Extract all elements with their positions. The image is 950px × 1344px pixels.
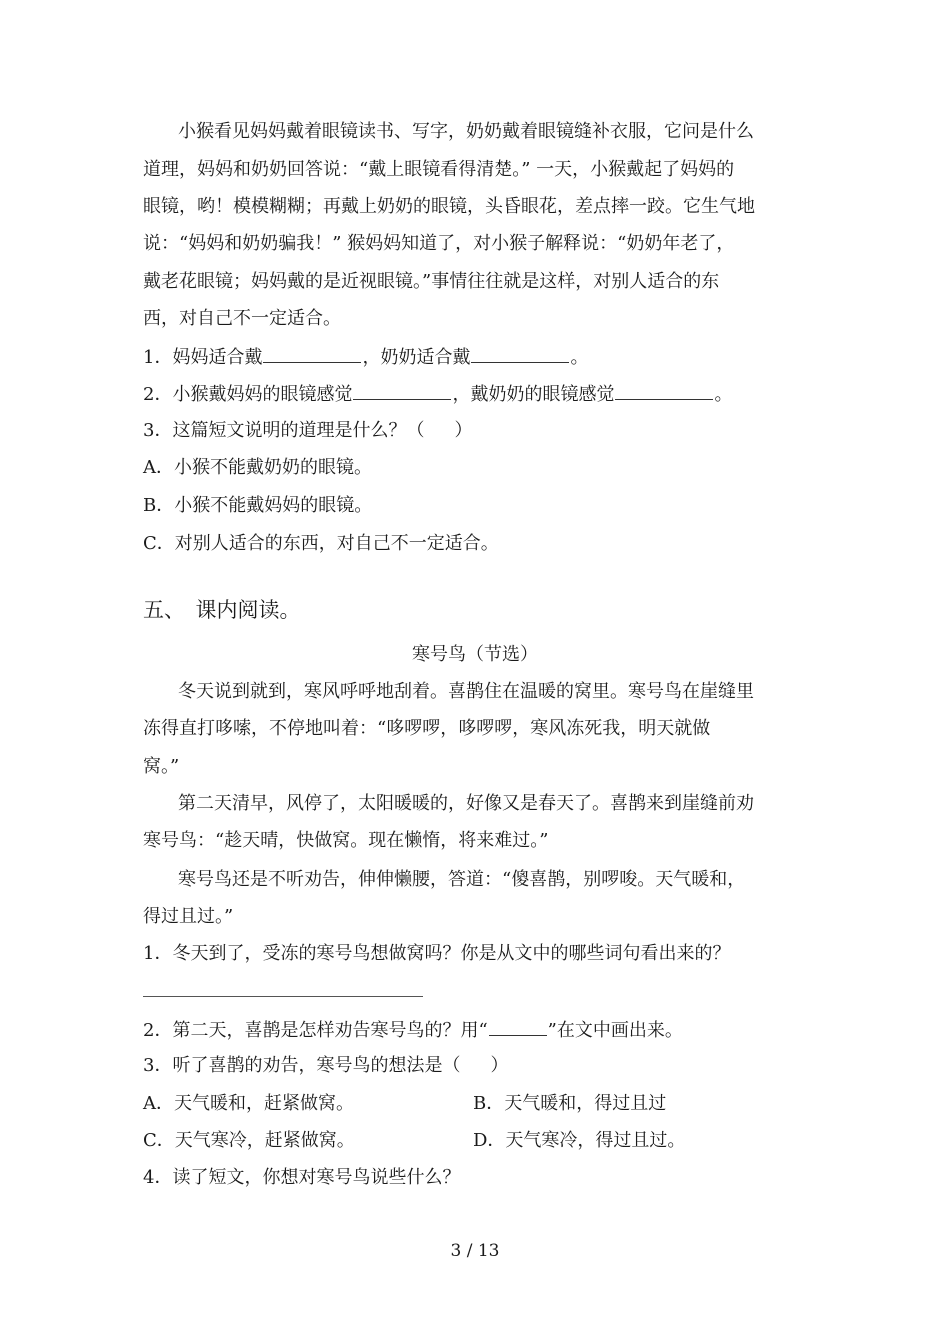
question-2 bbox=[143, 381, 732, 407]
answer-blank[interactable] bbox=[263, 344, 361, 363]
option-b: B．天气暖和，得过且过 bbox=[473, 1093, 667, 1114]
underline-sample bbox=[489, 1017, 547, 1036]
section-heading: 五、 课内阅读。 bbox=[143, 598, 301, 622]
option-c: C．对别人适合的东西，对自己不一定适合。 bbox=[143, 533, 499, 554]
paragraph-line: 得过且过。” bbox=[143, 906, 234, 927]
question-text: 2．第二天，喜鹊是怎样劝告寒号鸟的？用“ bbox=[143, 1020, 488, 1041]
question-text: ，奶奶适合戴 bbox=[362, 347, 471, 368]
question-text: ，戴奶奶的眼镜感觉 bbox=[452, 384, 615, 405]
answer-blank[interactable] bbox=[615, 381, 713, 400]
question-1: 1．冬天到了，受冻的寒号鸟想做窝吗？你是从文中的哪些词句看出来的？ bbox=[143, 943, 731, 964]
answer-line[interactable] bbox=[143, 996, 423, 997]
paragraph-line: 眼镜，哟！模模糊糊；再戴上奶奶的眼镜，头昏眼花，差点摔一跤。它生气地 bbox=[143, 196, 755, 217]
question-4: 4．读了短文，你想对寒号鸟说些什么？ bbox=[143, 1167, 461, 1188]
question-3 bbox=[143, 419, 472, 443]
option-a: A．天气暖和，赶紧做窝。 bbox=[143, 1093, 354, 1114]
question-text: ”在文中画出来。 bbox=[547, 1020, 683, 1041]
paragraph-line: 寒号鸟：“趁天晴，快做窝。现在懒惰，将来难过。” bbox=[143, 830, 549, 851]
answer-blank[interactable] bbox=[471, 344, 569, 363]
paragraph-line: 西，对自己不一定适合。 bbox=[143, 308, 341, 329]
option-a: A．小猴不能戴奶奶的眼镜。 bbox=[143, 457, 372, 478]
question-text: 。 bbox=[714, 384, 733, 405]
question-text: 2．小猴戴妈妈的眼镜感觉 bbox=[143, 384, 353, 405]
option-d: D．天气寒冷，得过且过。 bbox=[473, 1130, 686, 1151]
paragraph-line: 冬天说到就到，寒风呼呼地刮着。喜鹊住在温暖的窝里。寒号鸟在崖缝里 bbox=[178, 681, 754, 702]
question-text: 。 bbox=[570, 347, 589, 368]
question-2 bbox=[143, 1017, 683, 1043]
question-1 bbox=[143, 344, 588, 370]
option-b: B．小猴不能戴妈妈的眼镜。 bbox=[143, 495, 373, 516]
question-text: 1．妈妈适合戴 bbox=[143, 347, 263, 368]
question-text: ） bbox=[454, 420, 473, 441]
paragraph-line: 戴老花眼镜；妈妈戴的是近视眼镜。”事情往往就是这样，对别人适合的东 bbox=[143, 271, 720, 292]
question-3 bbox=[143, 1054, 508, 1078]
paragraph-line: 道理，妈妈和奶奶回答说：“戴上眼镜看得清楚。” 一天，小猴戴起了妈妈的 bbox=[143, 159, 735, 180]
paragraph-line: 冻得直打哆嗦，不停地叫着：“哆啰啰，哆啰啰，寒风冻死我，明天就做 bbox=[143, 718, 711, 739]
answer-blank[interactable] bbox=[353, 381, 451, 400]
page-number: 3 / 13 bbox=[450, 1241, 500, 1261]
passage-title: 寒号鸟（节选） bbox=[412, 644, 538, 665]
paragraph-line: 窝。” bbox=[143, 756, 180, 777]
paragraph-line: 说：“妈妈和奶奶骗我！” 猴妈妈知道了，对小猴子解释说：“奶奶年老了， bbox=[143, 233, 735, 254]
question-text: 3．这篇短文说明的道理是什么？（ bbox=[143, 420, 425, 441]
paragraph-line: 小猴看见妈妈戴着眼镜读书、写字，奶奶戴着眼镜缝补衣服，它问是什么 bbox=[178, 121, 754, 142]
question-text: 3．听了喜鹊的劝告，寒号鸟的想法是（ bbox=[143, 1055, 461, 1076]
option-c: C．天气寒冷，赶紧做窝。 bbox=[143, 1130, 355, 1151]
paragraph-line: 寒号鸟还是不听劝告，伸伸懒腰，答道：“傻喜鹊，别啰唆。天气暖和， bbox=[178, 869, 746, 890]
paragraph-line: 第二天清早，风停了，太阳暖暖的，好像又是春天了。喜鹊来到崖缝前劝 bbox=[178, 793, 754, 814]
question-text: ） bbox=[490, 1055, 509, 1076]
